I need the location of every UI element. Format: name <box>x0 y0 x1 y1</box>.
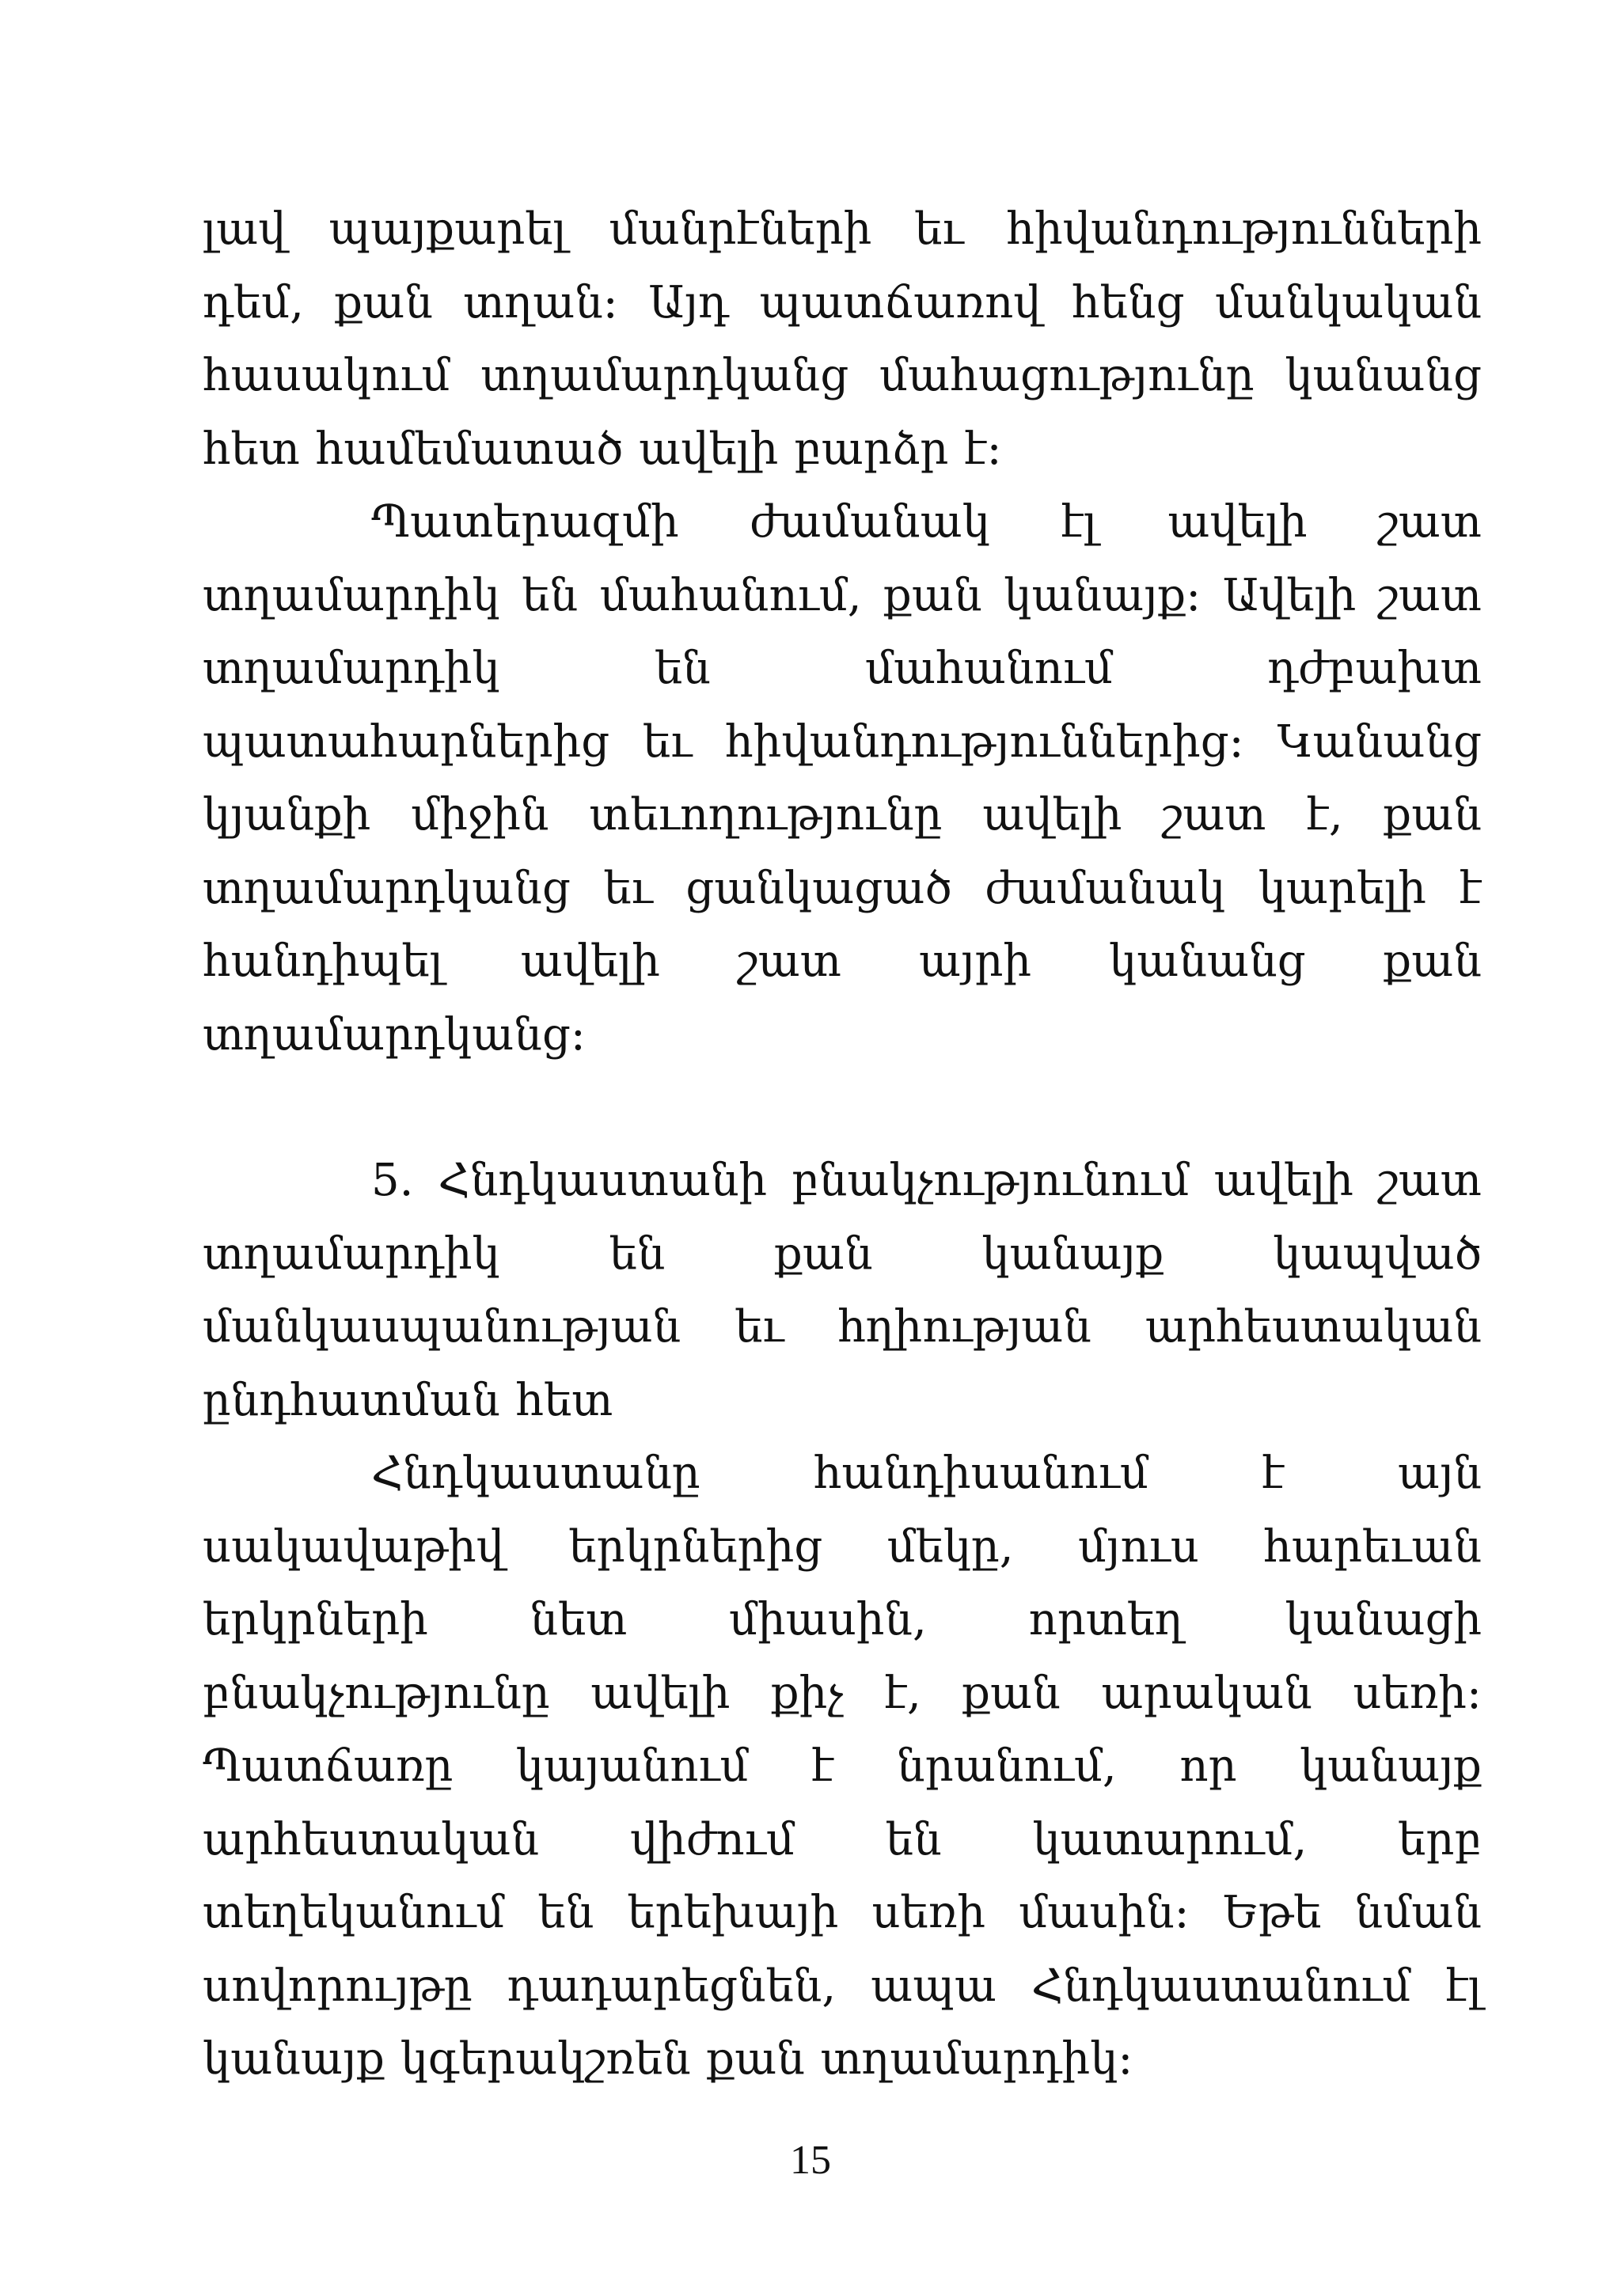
body-text <box>203 193 1482 2097</box>
paragraph-continuation: լավ պայքարել մանրէների եւ հիվանդությունների դեմ, քան տղան։ Այդ պատճառով հենց մանկական հասակում տղամարդկանց մահացությունը կանանց հետ համեմատած ավելի բարձր է։ <box>203 203 1482 475</box>
paragraph-india-population: Հնդկաստանը հանդիսանում է այն սակավաթիվ երկրներից մեկը, մյուս հարեւան երկրների նետ միասին, որտեղ կանացի բնակչությունը ավելի քիչ է, քան արական սեռի։ Պատճառը կայանում է նրանում, որ կանայք արհեստական վիժում են կատարում, երբ տեղեկանում են երեխայի սեռի մասին։ Եթե նման սովորույթը դադարեցնեն, ապա Հնդկաստանում էլ կանայք կգերակշռեն քան տղամարդիկ։ <box>203 1448 1482 2085</box>
section-gap <box>203 1072 1482 1144</box>
paragraph-war-mortality: Պատերազմի ժամանակ էլ ավելի շատ տղամարդիկ են մահանում, քան կանայք։ Ավելի շատ տղամարդիկ են մահանում դժբախտ պատահարներից եւ հիվանդություններից։ Կանանց կյանքի միջին տեւողությունը ավելի շատ է, քան տղամարդկանց եւ ցանկացած ժամանակ կարելի է հանդիպել ավելի շատ այրի կանանց քան տղամարդկանց։ <box>203 496 1482 1061</box>
page-number: 15 <box>790 2138 831 2183</box>
section-heading-india: 5. Հնդկաստանի բնակչությունում ավելի շատ տղամարդիկ են քան կանայք կապված մանկասպանության եւ հղիության արհեստական ընդհատման հետ <box>203 1155 1482 1426</box>
